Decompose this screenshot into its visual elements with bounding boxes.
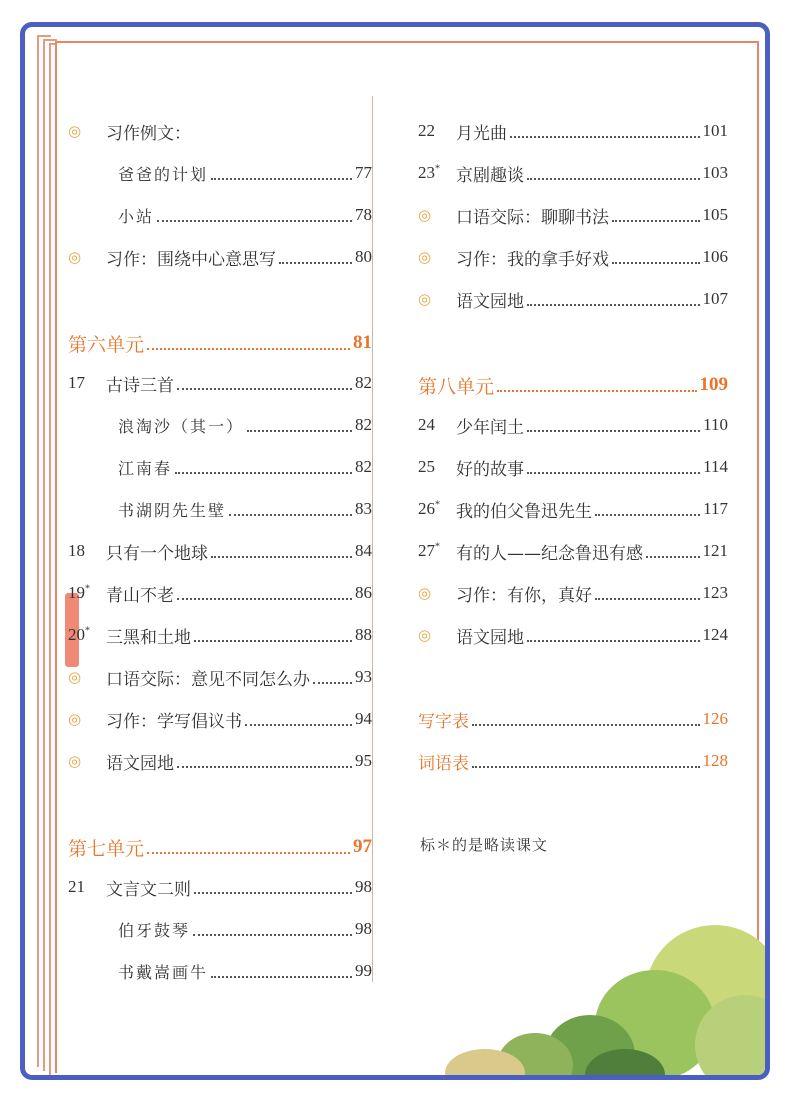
entry-title: 第六单元 <box>68 333 145 356</box>
lesson-number: 18 <box>68 541 85 560</box>
dot-leader <box>193 934 352 936</box>
entry-title: 我的伯父鲁迅先生 <box>456 501 592 522</box>
entry-title: 习作：学写倡议书 <box>106 711 242 732</box>
entry-title: 古诗三首 <box>106 375 174 396</box>
lesson-number: 20* <box>68 625 90 644</box>
entry-title: 口语交际：意见不同怎么办 <box>106 669 310 690</box>
skim-reading-star: * <box>85 583 90 595</box>
page-number: 117 <box>703 499 728 518</box>
page-number: 86 <box>355 583 372 602</box>
entry-title: 浪淘沙（其一） <box>118 416 245 436</box>
dot-leader <box>472 724 700 726</box>
lesson-number: 22 <box>418 121 435 140</box>
dot-leader <box>527 430 700 432</box>
dot-leader <box>247 430 352 432</box>
page-number: 121 <box>702 541 728 560</box>
dot-leader <box>527 178 700 180</box>
dot-leader <box>313 682 352 684</box>
page-number: 109 <box>699 374 728 395</box>
page-number: 110 <box>703 415 728 434</box>
dot-leader <box>177 766 352 768</box>
lesson-number: 27* <box>418 541 440 560</box>
circle-bullet-icon: ◎ <box>418 290 432 308</box>
page-number: 106 <box>702 247 728 266</box>
entry-title: 书戴嵩画牛 <box>118 962 209 982</box>
entry-title: 少年闰土 <box>456 417 524 438</box>
toc-entry <box>68 664 372 690</box>
lesson-number: 17 <box>68 373 85 392</box>
page-number: 88 <box>355 625 372 644</box>
toc-entry <box>68 706 372 732</box>
toc-entry <box>418 496 728 522</box>
dot-leader <box>211 976 352 978</box>
dot-leader <box>612 220 700 222</box>
circle-bullet-icon: ◎ <box>418 584 432 602</box>
toc-entry <box>418 538 728 564</box>
entry-title: 词语表 <box>418 753 469 774</box>
entry-title: 京剧趣谈 <box>456 165 524 186</box>
dot-leader <box>510 136 700 138</box>
entry-title: 书湖阴先生壁 <box>118 500 227 520</box>
page-number: 84 <box>355 541 372 560</box>
page-number: 128 <box>702 751 728 770</box>
entry-title: 江南春 <box>118 458 173 478</box>
toc-entry <box>68 454 372 480</box>
toc-entry <box>68 160 372 186</box>
toc-entry <box>68 916 372 942</box>
entry-title: 写字表 <box>418 711 469 732</box>
dot-leader <box>612 262 700 264</box>
circle-bullet-icon: ◎ <box>418 248 432 266</box>
entry-title: 三黑和土地 <box>106 627 191 648</box>
skim-reading-star: * <box>435 541 440 553</box>
toc-entry <box>418 118 728 144</box>
dot-leader <box>527 472 700 474</box>
entry-title: 文言文二则 <box>106 879 191 900</box>
page-number: 81 <box>353 332 372 353</box>
page-number: 82 <box>355 457 372 476</box>
entry-title: 爸爸的计划 <box>118 164 209 184</box>
dot-leader <box>147 348 350 350</box>
entry-title: 月光曲 <box>456 123 507 144</box>
circle-bullet-icon: ◎ <box>68 668 82 686</box>
dot-leader <box>177 598 352 600</box>
page-number: 77 <box>355 163 372 182</box>
page-number: 98 <box>355 877 372 896</box>
dot-leader <box>147 852 350 854</box>
page-number: 107 <box>702 289 728 308</box>
page-number: 124 <box>702 625 728 644</box>
page-number: 94 <box>355 709 372 728</box>
page-number: 114 <box>703 457 728 476</box>
circle-bullet-icon: ◎ <box>418 626 432 644</box>
page-number: 97 <box>353 836 372 857</box>
entry-title: 第七单元 <box>68 837 145 860</box>
toc-entry <box>68 874 372 900</box>
entry-title: 口语交际：聊聊书法 <box>456 207 609 228</box>
toc-entry <box>68 496 372 522</box>
toc-entry <box>418 286 728 312</box>
page-number: 101 <box>702 121 728 140</box>
page-number: 98 <box>355 919 372 938</box>
toc-entry <box>68 958 372 984</box>
lesson-number: 21 <box>68 877 85 896</box>
entry-title: 好的故事 <box>456 459 524 480</box>
footnote: 标＊的是略读课文 <box>420 836 549 854</box>
dot-leader <box>279 262 352 264</box>
lesson-number: 25 <box>418 457 435 476</box>
circle-bullet-icon: ◎ <box>68 710 82 728</box>
page-number: 82 <box>355 415 372 434</box>
dot-leader <box>646 556 700 558</box>
entry-title: 习作：围绕中心意思写 <box>106 249 276 270</box>
dot-leader <box>595 598 700 600</box>
skim-reading-star: * <box>435 499 440 511</box>
lesson-number: 24 <box>418 415 435 434</box>
page-number: 123 <box>702 583 728 602</box>
skim-reading-star: * <box>435 163 440 175</box>
toc-entry <box>68 580 372 606</box>
entry-title: 语文园地 <box>456 627 524 648</box>
unit-heading <box>68 330 372 356</box>
toc-entry <box>68 118 372 144</box>
toc-entry <box>68 622 372 648</box>
entry-title: 语文园地 <box>106 753 174 774</box>
toc-entry <box>418 748 728 774</box>
skim-reading-star: * <box>85 625 90 637</box>
circle-bullet-icon: ◎ <box>68 122 82 140</box>
toc-entry <box>418 580 728 606</box>
page-number: 95 <box>355 751 372 770</box>
dot-leader <box>211 178 352 180</box>
page-number: 83 <box>355 499 372 518</box>
entry-title: 语文园地 <box>456 291 524 312</box>
lesson-number: 26* <box>418 499 440 518</box>
toc-entry <box>68 370 372 396</box>
column-divider <box>372 96 373 982</box>
dot-leader <box>175 472 352 474</box>
page-number: 103 <box>702 163 728 182</box>
page-number: 126 <box>702 709 728 728</box>
toc-entry <box>418 160 728 186</box>
circle-bullet-icon: ◎ <box>68 248 82 266</box>
toc-entry <box>418 454 728 480</box>
dot-leader <box>229 514 352 516</box>
toc-entry <box>418 202 728 228</box>
toc-entry <box>418 412 728 438</box>
page-number: 105 <box>702 205 728 224</box>
page-number: 99 <box>355 961 372 980</box>
dot-leader <box>211 556 352 558</box>
entry-title: 只有一个地球 <box>106 543 208 564</box>
entry-title: 青山不老 <box>106 585 174 606</box>
page-number: 82 <box>355 373 372 392</box>
entry-title: 伯牙鼓琴 <box>118 920 191 940</box>
entry-title: 习作例文： <box>106 123 191 144</box>
toc-entry <box>68 748 372 774</box>
lesson-number: 23* <box>418 163 440 182</box>
toc-entry <box>68 412 372 438</box>
dot-leader <box>472 766 700 768</box>
page-number: 78 <box>355 205 372 224</box>
dot-leader <box>497 390 696 392</box>
dot-leader <box>194 892 352 894</box>
dot-leader <box>245 724 352 726</box>
tree-illustration <box>415 925 770 1080</box>
lesson-number: 19* <box>68 583 90 602</box>
dot-leader <box>194 640 352 642</box>
entry-title: 小站 <box>118 206 155 226</box>
toc-entry <box>68 202 372 228</box>
entry-title: 习作：我的拿手好戏 <box>456 249 609 270</box>
toc-entry <box>68 244 372 270</box>
dot-leader <box>527 304 700 306</box>
toc-entry <box>418 244 728 270</box>
page-number: 80 <box>355 247 372 266</box>
entry-title: 习作：有你，真好 <box>456 585 592 606</box>
unit-heading <box>68 834 372 860</box>
entry-title: 第八单元 <box>418 375 495 398</box>
circle-bullet-icon: ◎ <box>68 752 82 770</box>
toc-entry <box>418 622 728 648</box>
page-number: 93 <box>355 667 372 686</box>
unit-heading <box>418 372 728 398</box>
circle-bullet-icon: ◎ <box>418 206 432 224</box>
toc-entry <box>68 538 372 564</box>
toc-entry <box>418 706 728 732</box>
dot-leader <box>177 388 352 390</box>
entry-title: 有的人——纪念鲁迅有感 <box>456 543 643 564</box>
dot-leader <box>595 514 700 516</box>
dot-leader <box>527 640 700 642</box>
dot-leader <box>157 220 352 222</box>
